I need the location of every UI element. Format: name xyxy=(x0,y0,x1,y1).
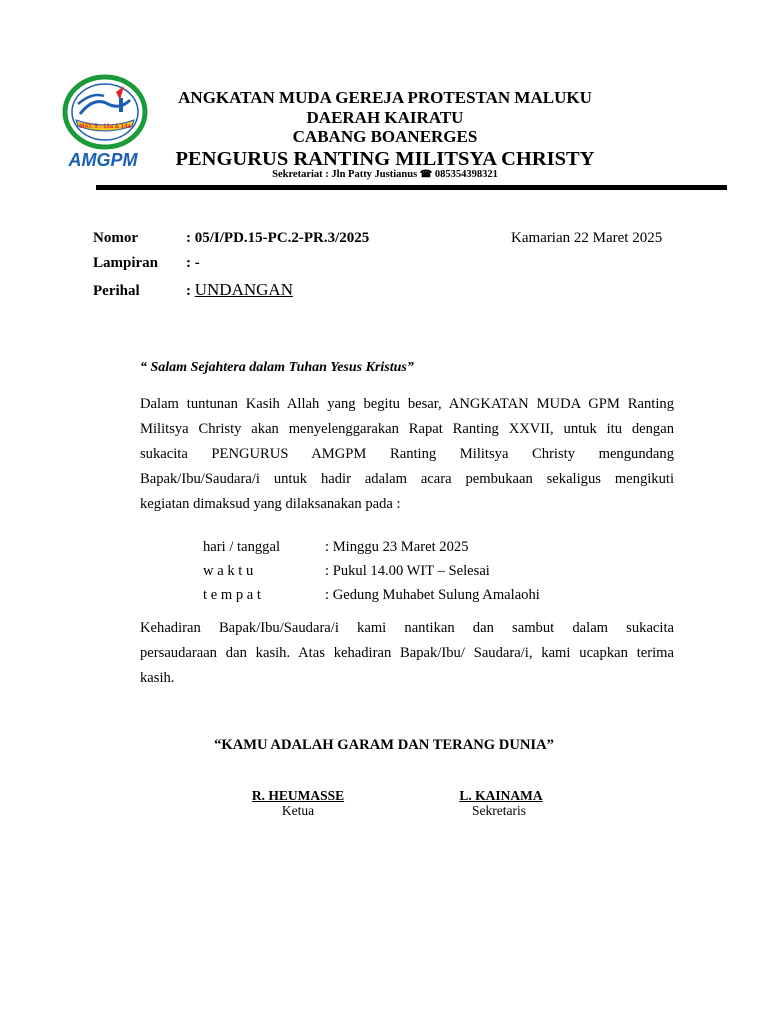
paragraph-line: Dalam tuntunan Kasih Allah yang begitu besar, ANGKATAN MUDA GPM Ranting xyxy=(140,396,674,412)
perihal-colon: : xyxy=(186,283,195,299)
paragraph-line: sukacita PENGURUS AMGPM Ranting Militsya Christy mengundang xyxy=(140,446,674,462)
invitation-paragraph xyxy=(140,392,674,517)
nomor-label: Nomor xyxy=(93,230,138,246)
perihal-label: Perihal xyxy=(93,283,140,299)
org-name: ANGKATAN MUDA GEREJA PROTESTAN MALUKU xyxy=(178,88,592,107)
signatory-name-chair: R. HEUMASSE xyxy=(251,788,345,803)
paragraph-line: kasih. xyxy=(140,670,175,686)
paragraph-line: Militsya Christy akan menyelenggarakan Rapat Ranting XXVII, untuk itu dengan xyxy=(140,421,674,437)
paragraph-line: kegiatan dimaksud yang dilaksanakan pada : xyxy=(140,496,401,512)
logo-torch xyxy=(119,98,123,112)
detail-value-time: : Pukul 14.00 WIT – Selesai xyxy=(325,563,490,579)
signatory-role-secretary: Sekretaris xyxy=(472,803,526,818)
lampiran-label: Lampiran xyxy=(93,255,159,271)
detail-label-time: w a k t u xyxy=(203,563,254,579)
greeting: “ Salam Sejahtera dalam Tuhan Yesus Kristus” xyxy=(140,360,414,375)
paragraph-line: Bapak/Ibu/Saudara/i untuk hadir adalam acara pembukaan sekaligus mengikuti xyxy=(140,471,674,487)
closing-paragraph xyxy=(140,616,674,691)
amgpm-logo xyxy=(58,74,152,170)
detail-label-place: t e m p a t xyxy=(203,587,261,603)
secretariat-address xyxy=(150,169,620,181)
org-region: DAERAH KAIRATU xyxy=(306,108,464,127)
paragraph-line: Kehadiran Bapak/Ibu/Saudara/i kami nantikan dan sambut dalam sukacita xyxy=(140,620,674,636)
logo-text: AMGPM xyxy=(68,150,138,170)
nomor-value: : 05/I/PD.15-PC.2-PR.3/2025 xyxy=(186,230,370,246)
detail-label-date: hari / tanggal xyxy=(203,539,280,555)
lampiran-value: : - xyxy=(186,255,200,271)
detail-value-place: : Gedung Muhabet Sulung Amalaohi xyxy=(325,587,540,603)
detail-value-date: : Minggu 23 Maret 2025 xyxy=(325,539,469,555)
secretariat-phone: 085354398321 xyxy=(432,169,498,180)
logo-ribbon-text: MAT. 5 : 13a & 14a xyxy=(79,124,131,130)
phone-icon: ☎ xyxy=(419,169,433,180)
paragraph-line: persaudaraan dan kasih. Atas kehadiran Bapak/Ibu/ Saudara/i, kami ucapkan terima xyxy=(140,645,674,661)
org-ranting: PENGURUS RANTING MILITSYA CHRISTY xyxy=(175,148,595,170)
letterhead-divider xyxy=(96,185,727,190)
letter-date: Kamarian 22 Maret 2025 xyxy=(511,230,663,246)
motto: “KAMU ADALAH GARAM DAN TERANG DUNIA” xyxy=(214,737,554,753)
signatory-role-chair: Ketua xyxy=(281,803,315,818)
signatory-name-secretary: L. KAINAMA xyxy=(459,788,543,803)
secretariat-prefix: Sekretariat : Jln Patty Justianus xyxy=(272,169,418,180)
perihal-subject: UNDANGAN xyxy=(194,280,293,299)
perihal-value xyxy=(186,280,293,300)
org-branch: CABANG BOANERGES xyxy=(292,127,478,146)
